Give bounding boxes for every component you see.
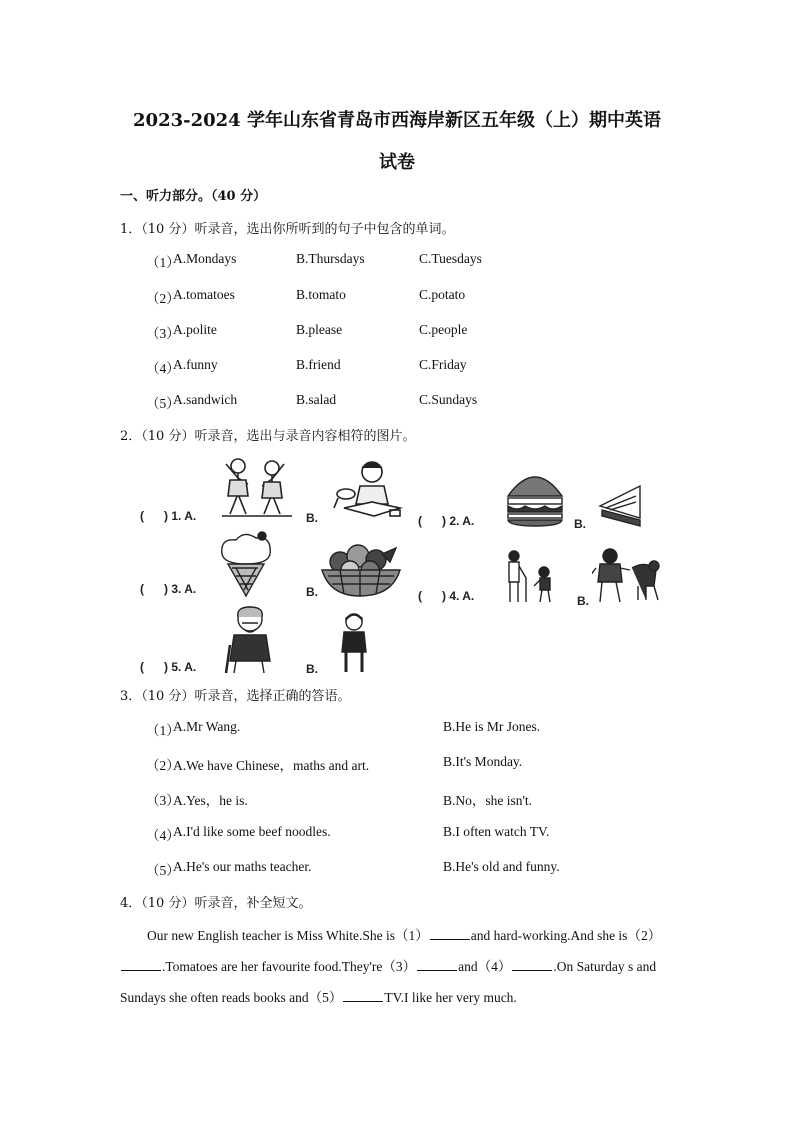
q3-num: （3）: [146, 793, 180, 808]
q2-item4-b-label: B.: [577, 594, 589, 608]
q4-blank-4[interactable]: [512, 959, 552, 971]
q1-num: （2）: [146, 291, 180, 306]
q3-num: （2）: [146, 758, 180, 773]
q4-stem: 4．（10 分）听录音，补全短文。: [120, 896, 312, 911]
q2-item5-b-label: B.: [306, 662, 318, 676]
q2-stem: 2．（10 分）听录音，选出与录音内容相符的图片。: [120, 429, 416, 444]
q3-option-b: B.He's old and funny.: [443, 859, 560, 874]
q1-num: （4）: [146, 361, 180, 376]
boy-reading-picture: [330, 458, 408, 522]
q1-option-c: C.Sundays: [419, 392, 478, 407]
q4-passage-line1: [147, 924, 661, 944]
q3-num: （5）: [146, 863, 180, 878]
q1-option-a: A.funny: [173, 357, 218, 372]
q1-option-b: B.Thursdays: [296, 251, 365, 266]
q2-item2-label: ( ) 2. A.: [418, 514, 475, 528]
q4-blank-3[interactable]: [417, 959, 457, 971]
q4-text: TV.I like her very much.: [384, 990, 517, 1005]
man-and-boy-picture: [500, 548, 564, 604]
q4-text: Sundays she often reads books and（5）: [120, 990, 343, 1005]
q3-option-a: A.We have Chinese，maths and art.: [173, 758, 370, 773]
q3-option-b: B.I often watch TV.: [443, 824, 550, 839]
section-heading: 一、听力部分。（40 分）: [120, 189, 267, 204]
exam-title-line1: 2023-2024 学年山东省青岛市西海岸新区五年级（上）期中英语: [133, 110, 661, 131]
old-man-picture: [222, 605, 280, 675]
q2-item5-label: ( ) 5. A.: [140, 660, 197, 674]
fruit-basket-picture: [320, 540, 402, 600]
q4-text: .Tomatoes are her favourite food.They're（3）: [162, 959, 417, 974]
q3-option-a: A.I'd like some beef noodles.: [173, 824, 331, 839]
q1-option-b: B.salad: [296, 392, 337, 407]
q1-option-a: A.Mondays: [173, 251, 237, 266]
q3-option-a: A.Yes，he is.: [173, 793, 248, 808]
ice-cream-picture: [216, 530, 276, 598]
q3-option-a: A.He's our maths teacher.: [173, 859, 312, 874]
q2-item2-b-label: B.: [574, 517, 586, 531]
q2-item3-b-label: B.: [306, 585, 318, 599]
q2-item3-label: ( ) 3. A.: [140, 582, 197, 596]
q1-option-c: C.Tuesdays: [419, 251, 482, 266]
boy-standing-picture: [336, 612, 372, 676]
q1-option-c: C.people: [419, 322, 468, 337]
q3-num: （4）: [146, 828, 180, 843]
q3-stem: 3．（10 分）听录音，选择正确的答语。: [120, 689, 351, 704]
q1-option-c: C.potato: [419, 287, 466, 302]
q2-item1-label: ( ) 1. A.: [140, 509, 197, 523]
children-exercising-picture: [218, 452, 296, 520]
exam-title-line2: 试卷: [379, 152, 415, 173]
q3-option-b: B.He is Mr Jones.: [443, 719, 541, 734]
q3-option-a: A.Mr Wang.: [173, 719, 241, 734]
q1-option-b: B.tomato: [296, 287, 346, 302]
q1-num: （1）: [146, 255, 180, 270]
q4-passage-line2: [120, 955, 656, 975]
q4-blank-5[interactable]: [343, 990, 383, 1002]
q4-text: and hard-working.And she is（2）: [470, 928, 662, 943]
q1-option-c: C.Friday: [419, 357, 467, 372]
q1-option-a: A.polite: [173, 322, 217, 337]
q1-stem: 1．（10 分）听录音，选出你所听到的句子中包含的单词。: [120, 222, 455, 237]
q1-option-a: A.tomatoes: [173, 287, 235, 302]
q4-blank-1[interactable]: [430, 928, 470, 940]
q1-option-b: B.please: [296, 322, 343, 337]
hamburger-picture: [505, 466, 565, 528]
q1-option-a: A.sandwich: [173, 392, 238, 407]
q3-option-b: B.No，she isn't.: [443, 793, 533, 808]
q3-option-b: B.It's Monday.: [443, 754, 523, 769]
q1-num: （5）: [146, 396, 180, 411]
q4-blank-2[interactable]: [121, 959, 161, 971]
q2-item1-b-label: B.: [306, 511, 318, 525]
q2-item4-label: ( ) 4. A.: [418, 589, 475, 603]
q1-option-b: B.friend: [296, 357, 341, 372]
q4-text: Our new English teacher is Miss White.She is（1）: [147, 928, 429, 943]
q3-num: （1）: [146, 723, 180, 738]
boy-and-dog-picture: [592, 546, 662, 606]
q4-passage-line3: [120, 986, 517, 1006]
q1-num: （3）: [146, 326, 180, 341]
q4-text: and（4）: [458, 959, 512, 974]
sandwich-picture: [596, 482, 644, 530]
q4-text: .On Saturday s and: [553, 959, 657, 974]
